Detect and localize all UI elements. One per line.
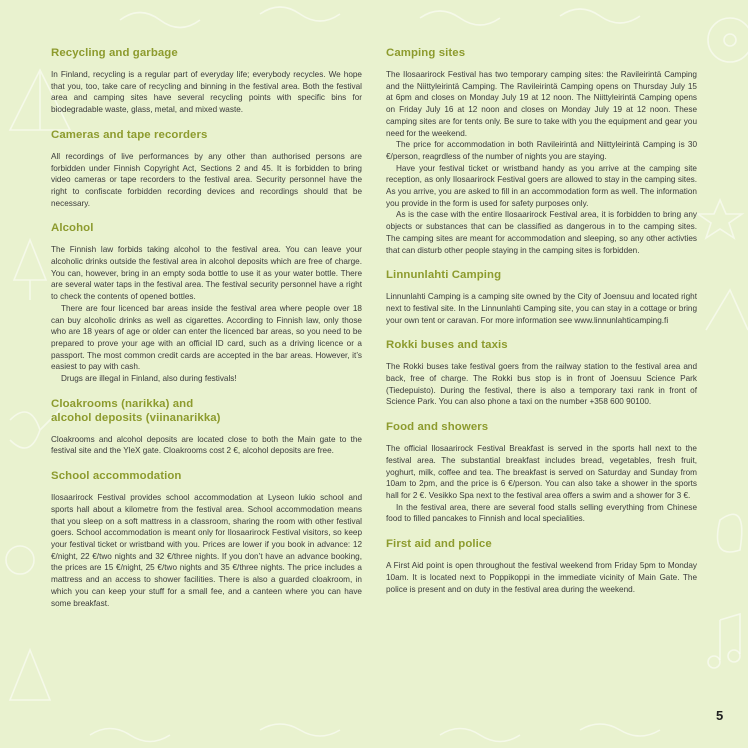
paragraph: Ilosaarirock Festival provides school accommodation at Lyseon lukio school and sports hall about a kilometre from the festival area. School accommodation means that you sleep on a soft mattress in a classroom, sharing the room with other festival goers. School accommodation is meant only for Ilosaarirock Festival visitors, so keep your festival ticket or wristband with you. Prices are lower if you book in advance: 12 €/night, 22 €/two nights and 32 €/three nights. If you don’t have an advance booking, the prices are 15 €/night, 25 €/two nights and 35 €/three nights. The price includes a mattress and an access to shower facilities. There is also a guarded cloakroom, in which you can keep your stuff for a small fee, and a canteen where you can have some breakfast. [51, 493, 362, 608]
paragraph: Have your festival ticket or wristband handy as you arrive at the camping site reception, as only Ilosaarirock Festival goers are allowed to stay in the camping sites. As you arrive, you are asked to fill in an accommodation form as well. The information you provide in the form is used for safety purposes only. [386, 163, 697, 208]
paragraph: In the festival area, there are several food stalls selling everything from Chinese food to filled pancakes to Finnish and local specialities. [386, 502, 697, 524]
paragraph: There are four licenced bar areas inside the festival area where people over 18 can buy alcoholic drinks as well as cigarettes. According to Finnish law, only those who are 18 years of age or older can enter the licenced bar areas, so you need to be prepared to prove your age with an official ID card, such as a driving licence or a passport. The most common credit cards are accepted in the bar areas. However, it’s easiest to pay with cash. [51, 303, 362, 372]
heading-linnunlahti: Linnunlahti Camping [386, 269, 502, 282]
section-camping-sites [386, 46, 697, 256]
leaf-doodle [718, 514, 742, 552]
left-column [51, 46, 362, 609]
paragraph: All recordings of live performances by any other than authorised persons are forbidden under Finnish Copyright Act, Sections 2 and 45. It is forbidden to bring video cameras or tape recorders to the festival area. Security personnel have the right to confiscate forbidden recording devices and recordings should that be necessary. [51, 151, 362, 208]
heading-line: alcohol deposits (viinanarikka) [51, 411, 221, 424]
heading-food-showers: Food and showers [386, 421, 489, 434]
heading-recycling: Recycling and garbage [51, 47, 178, 59]
vinyl-record-doodle [708, 18, 748, 62]
section-cameras [51, 128, 362, 210]
heading-cloakrooms [51, 397, 362, 425]
right-column [386, 46, 697, 595]
paragraph: The price for accommodation in both Ravileirintä and Niittyleirintä Camping is 30 €/person, reagrdless of the number of nights you are staying. [386, 140, 697, 161]
section-rokki-buses [386, 338, 697, 408]
wave-doodle [90, 724, 660, 742]
paragraph: Cloakrooms and alcohol deposits are located close to both the Main gate to the festival site and the YleX gate. Cloakrooms cost 2 €, alcohol deposits are free. [51, 434, 362, 456]
sun-doodle [6, 546, 34, 574]
paragraph: As is the case with the entire Ilosaarirock Festival area, it is forbidden to bring any objects or substances that can be classified as dangerous in to the camping sites. The camping sites are meant for accommodation and sleeping, so any other activties that can disturb other people staying in the camping sites is forbidden. [386, 210, 697, 255]
paragraph: The Ilosaarirock Festival has two temporary camping sites: the Ravileirintä Camping and the Niittyleirintä Camping. The Ravileirintä Camping opens on Thursday July 15 at 6pm and closes on Monday July 19 at 12 noon. The Niittyleirintä Camping opens on Friday July 16 at 12 noon and closes on Monday July 19 at 12 noon. These camping sites are for tents only. Be sure to take with you the equipment and gear you need for the weekend. [386, 70, 697, 138]
section-linnunlahti [386, 268, 697, 326]
paragraph: Linnunlahti Camping is a camping site owned by the City of Joensuu and located right next to festival site. In the Linnunlahti Camping site, you can stay in a cottage or bring your own tent or caravan. For more information see www.linnunlahticamping.fi [386, 292, 697, 325]
paragraph: The Finnish law forbids taking alcohol to the festival area. You can leave your alcoholic drinks outside the festival area in alcohol deposits which are free of charge. You can, however, bring in an empty soda bottle to use it as your water bottle. There are several water taps in the festival area. The festival security personnel have a right to check the contents of opened bottles. [51, 245, 362, 302]
heading-line: Cloakrooms (narikka) and [51, 397, 194, 410]
page-number: 5 [716, 708, 724, 723]
star-doodle [698, 200, 742, 238]
heading-first-aid: First aid and police [386, 538, 492, 551]
paragraph: In Finland, recycling is a regular part of everyday life; everybody recycles. We hope that you, too, take care of recycling and binning in the festival area. Both the festival area and camping sites have several recycling points with specific bins for biodegradable waste, glass, metal, and mixed waste. [51, 70, 362, 115]
section-recycling [51, 46, 362, 116]
note-doodle [720, 614, 740, 660]
heading-rokki-buses: Rokki buses and taxis [386, 339, 508, 352]
paragraph: A First Aid point is open throughout the festival weekend from Friday 5pm to Monday 10am. It is located next to Poppikoppi in the immediate vicinity of Main Gate. The police is present and on duty in the festival area during the weekend. [386, 561, 697, 594]
tree-doodle [14, 240, 46, 300]
section-cloakrooms [51, 397, 362, 457]
wave-doodle [120, 7, 640, 28]
paragraph: The official Ilosaarirock Festival Breakfast is served in the sports hall next to the festival area. The substantial breakfast includes bread, vegetables, fresh fruit, yoghurt, milk, coffee and tea. The breakfast is served on Saturday and Sunday from 10am to 2pm, and the price is 6 €/person. You can also take a shower in the sports hall for 2 €. Vesikko Spa next to the festival area offers a swim and a shower for 3 €. [386, 444, 697, 500]
section-first-aid [386, 537, 697, 595]
tent-doodle [706, 290, 748, 330]
heading-cameras: Cameras and tape recorders [51, 128, 208, 141]
paragraph: Drugs are illegal in Finland, also during festivals! [61, 374, 237, 384]
heading-alcohol: Alcohol [51, 222, 94, 235]
heading-camping-sites: Camping sites [386, 47, 466, 59]
section-school-accommodation [51, 469, 362, 609]
heading-school-accommodation: School accommodation [51, 470, 182, 483]
tree-doodle [10, 650, 50, 700]
section-food-showers [386, 420, 697, 525]
section-alcohol [51, 221, 362, 384]
paragraph: The Rokki buses take festival goers from the railway station to the festival area and back, free of charge. The Rokki bus stop is in front of Joensuu Science Park (Tiedepuisto). During the festival, there is also a temporary taxi rank in front of Science Park. You can also phone a taxi on the number +358 600 90100. [386, 362, 697, 407]
